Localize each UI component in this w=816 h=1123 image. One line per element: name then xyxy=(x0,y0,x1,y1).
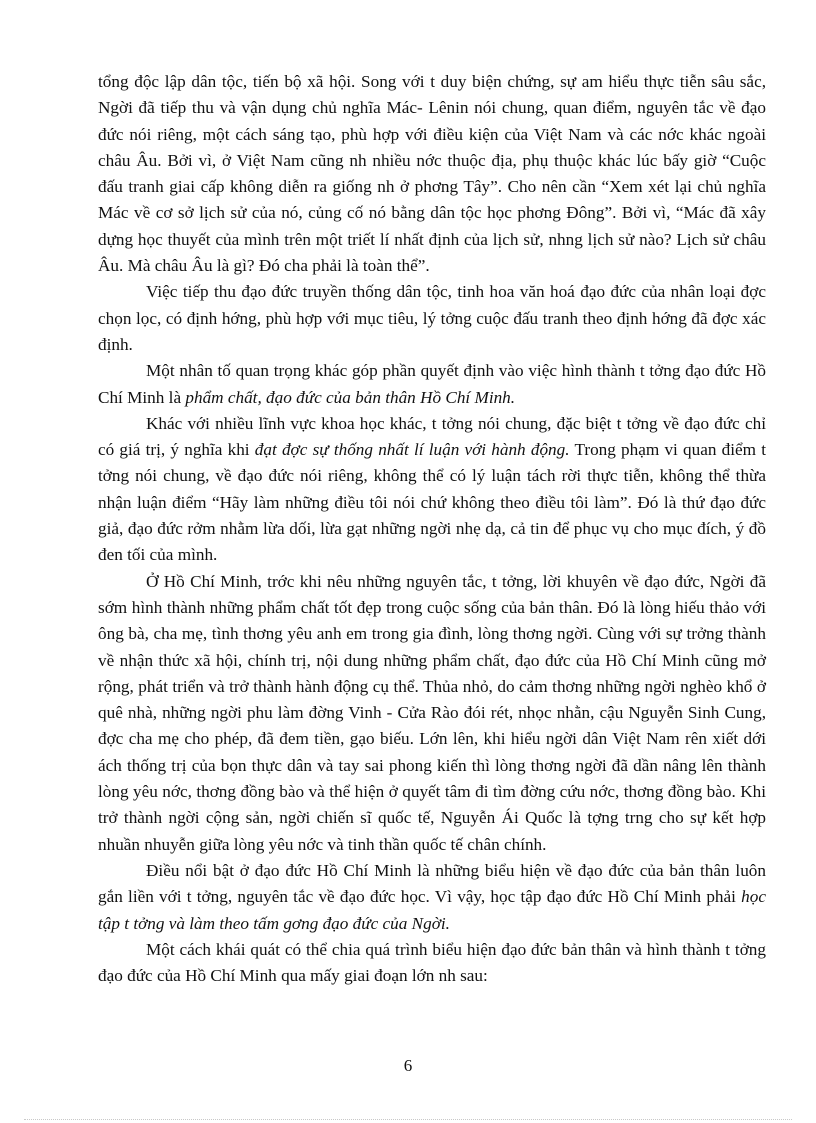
paragraph-4 xyxy=(98,411,766,569)
document-body xyxy=(98,69,766,989)
paragraph-4-text-b: Trong phạm vi quan điểm t tởng nói chung, về đạo đức nói riêng, không thể có lý luận tách rời thực tiễn, không thể thừa nhận luận điểm “Hãy làm những điều tôi nói chứ không theo điều tôi làm”. Đó là thứ đạo đức giả, đạo đức rởm nhằm lừa dối, lừa gạt những ngời nhẹ dạ, cả tin để phục vụ cho mục đích, ý đồ đen tối của mình. xyxy=(98,440,766,565)
paragraph-6-italic: học tập t tởng và làm theo tấm gơng đạo đức của Ngời. xyxy=(98,887,766,933)
page-number: 6 xyxy=(403,1056,413,1075)
paragraph-6 xyxy=(98,858,766,937)
paragraph-2 xyxy=(98,279,766,358)
footer-divider xyxy=(24,1119,792,1120)
paragraph-5-text: Ở Hồ Chí Minh, trớc khi nêu những nguyên tắc, t tởng, lời khuyên về đạo đức, Ngời đã sớm hình thành những phẩm chất tốt đẹp trong cuộc sống của bản thân. Đó là lòng hiếu thảo với ông bà, cha mẹ, tình thơng yêu anh em trong gia đình, lòng thơng ngời. Cùng với sự trởng thành về nhận thức xã hội, chính trị, nội dung những phẩm chất, đạo đức của Hồ Chí Minh cũng mở rộng, phát triển và trở thành hành động cụ thể. Thủa nhỏ, do cảm thơng những ngời nghèo khổ ở quê nhà, những ngời phu làm đờng Vinh - Cửa Rào đói rét, nhọc nhằn, cậu Nguyễn Sinh Cung, đợc cha mẹ cho phép, đã đem tiền, gạo biếu. Lớn lên, khi hiểu ngời dân Việt Nam rên xiết dới ách thống trị của bọn thực dân và tay sai phong kiến thì lòng thơng ngời đã dần nâng lên thành lòng yêu nớc, thơng đồng bào và thể hiện ở quyết tâm đi tìm đờng cứu nớc, thơng đồng bào. Khi trở thành ngời cộng sản, ngời chiến sĩ quốc tế, Nguyễn Ái Quốc là tợng trng cho sự kết hợp nhuần nhuyễn giữa lòng yêu nớc và tinh thần quốc tế chân chính. xyxy=(98,571,766,854)
paragraph-5 xyxy=(98,569,766,858)
paragraph-4-italic: đạt đợc sự thống nhất lí luận với hành động. xyxy=(254,440,570,460)
paragraph-1-text: tổng độc lập dân tộc, tiến bộ xã hội. Song với t duy biện chứng, sự am hiểu thực tiễn sâu sắc, Ngời đã tiếp thu và vận dụng chủ nghĩa Mác- Lênin nói chung, quan điểm, nguyên tắc về đạo đức nói riêng, một cách sáng tạo, phù hợp với điều kiện của Việt Nam và các nớc khác ngoài châu Âu. Bởi vì, ở Việt Nam cũng nh nhiều nớc thuộc địa, phụ thuộc khác lúc bấy giờ “Cuộc đấu tranh giai cấp không diễn ra giống nh ở phơng Tây”. Cho nên cần “Xem xét lại chủ nghĩa Mác về cơ sở lịch sử của nó, củng cố nó bằng dân tộc học phơng Đông”. Bởi vì, “Mác đã xây dựng học thuyết của mình trên một triết lí nhất định của lịch sử, nhng lịch sử nào? Lịch sử châu Âu. Mà châu Âu là gì? Đó cha phải là toàn thể”. xyxy=(98,72,766,276)
paragraph-3-text: Một nhân tố quan trọng khác góp phần quyết định vào việc hình thành t tởng đạo đức Hồ Chí Minh là xyxy=(98,361,766,407)
paragraph-1 xyxy=(98,69,766,279)
paragraph-7-text: Một cách khái quát có thể chia quá trình biểu hiện đạo đức bản thân và hình thành t tởng đạo đức của Hồ Chí Minh qua mấy giai đoạn lớn nh sau: xyxy=(98,939,766,986)
paragraph-3 xyxy=(98,358,766,411)
paragraph-2-text: Việc tiếp thu đạo đức truyền thống dân tộc, tinh hoa văn hoá đạo đức của nhân loại đợc chọn lọc, có định hớng, phù hợp với mục tiêu, lý tởng cuộc đấu tranh theo định hớng đã đợc xác định. xyxy=(98,282,766,354)
paragraph-4-text-a: Khác với nhiều lĩnh vực khoa học khác, t tởng nói chung, đặc biệt t tởng về đạo đức chỉ có giá trị, ý nghĩa khi xyxy=(98,413,766,460)
paragraph-6-text: Điều nổi bật ở đạo đức Hồ Chí Minh là những biểu hiện về đạo đức của bản thân luôn gắn liền với t tởng, nguyên tắc về đạo đức học. Vì vậy, học tập đạo đức Hồ Chí Minh phải xyxy=(98,860,766,907)
paragraph-7 xyxy=(98,937,766,990)
paragraph-3-italic: phẩm chất, đạo đức của bản thân Hồ Chí Minh. xyxy=(185,387,516,407)
